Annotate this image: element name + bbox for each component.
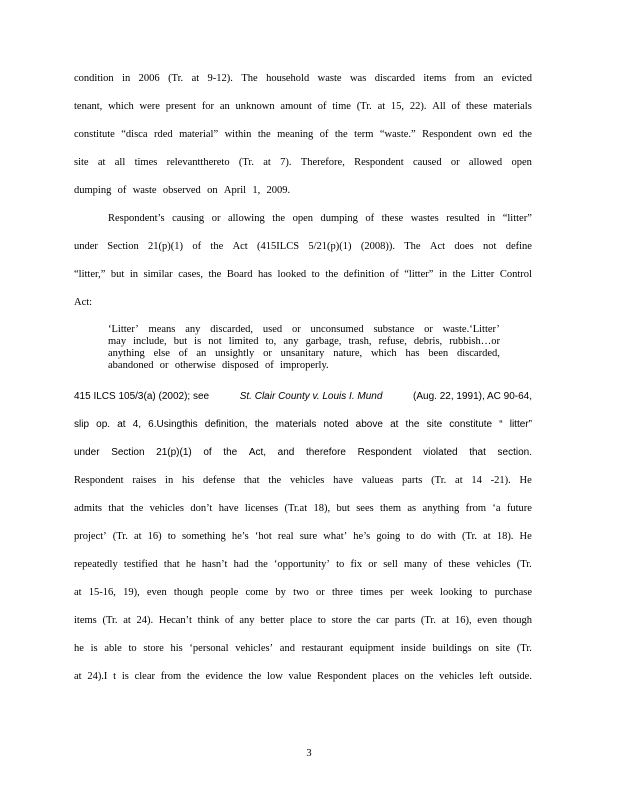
paragraph-2-line-1: Respondent’s causing or allowing the open dumping of these wastes resulted in “litter” <box>108 213 532 224</box>
paragraph-1-line-4: site at all times relevantthereto (Tr. at 7). Therefore, Respondent caused or allowed open <box>74 157 532 168</box>
paragraph-2-line-2: under Section 21(p)(1) of the Act (415ILCS 5/21(p)(1) (2008)). The Act does not define <box>74 241 532 252</box>
paragraph-3-line-1: Respondent raises in his defense that the vehicles have valueas parts (Tr. at 14 -21). He <box>74 475 532 486</box>
citation-case-name: St. Clair County v. Louis I. Mund <box>239 391 383 402</box>
block-quote-line-3: anything else of an unsightly or unsanitary nature, which has been discarded, <box>108 348 500 359</box>
citation-line-2: slip op. at 4, 6.Usingthis definition, the materials noted above at the site constitute “ litter” <box>74 419 532 430</box>
paragraph-3-line-8: at 24).I t is clear from the evidence the low value Respondent places on the vehicles left outside. <box>74 671 532 682</box>
paragraph-3-line-5: at 15-16, 19), even though people come by two or three times per week looking to purchase <box>74 587 532 598</box>
paragraph-3-line-7: he is able to store his ‘personal vehicles’ and restaurant equipment inside buildings on site (Tr. <box>74 643 532 654</box>
paragraph-1-line-2: tenant, which were present for an unknown amount of time (Tr. at 15, 22). All of these materials <box>74 101 532 112</box>
paragraph-1-line-1: condition in 2006 (Tr. at 9-12). The household waste was discarded items from an evicted <box>74 73 532 84</box>
citation-line-1 <box>74 390 532 403</box>
paragraph-3-line-2: admits that the vehicles don’t have licenses (Tr.at 18), but sees them as anything from ‘a future <box>74 503 532 514</box>
paragraph-2-line-3: “litter,” but in similar cases, the Board has looked to the definition of “litter” in the Litter Control <box>74 269 532 280</box>
page-number: 3 <box>306 748 312 759</box>
citation-pre: 415 ILCS 105/3(a) (2002); see <box>74 391 210 402</box>
block-quote-line-2: may include, but is not limited to, any garbage, trash, refuse, debris, rubbish…or <box>108 336 500 347</box>
paragraph-3-line-3: project’ (Tr. at 16) to something he’s ‘hot real sure what’ he’s going to do with (Tr. at 18). He <box>74 531 532 542</box>
citation-line-3: under Section 21(p)(1) of the Act, and therefore Respondent violated that section. <box>74 447 532 458</box>
paragraph-1-line-5: dumping of waste observed on April 1, 2009. <box>74 185 291 196</box>
paragraph-3-line-6: items (Tr. at 24). Hecan’t think of any better place to store the car parts (Tr. at 16), even though <box>74 615 532 626</box>
paragraph-2-line-4: Act: <box>74 297 93 308</box>
citation-post: (Aug. 22, 1991), AC 90-64, <box>413 391 532 402</box>
paragraph-3-line-4: repeatedly testified that he hasn’t had the ‘opportunity’ to fix or sell many of these vehicles (Tr. <box>74 559 532 570</box>
paragraph-1-line-3: constitute “disca rded material” within the meaning of the term “waste.” Respondent own ed the <box>74 129 532 140</box>
block-quote-line-4: abandoned or otherwise disposed of improperly. <box>108 360 329 371</box>
block-quote-line-1: ‘Litter’ means any discarded, used or unconsumed substance or waste.‘Litter’ <box>108 324 500 335</box>
